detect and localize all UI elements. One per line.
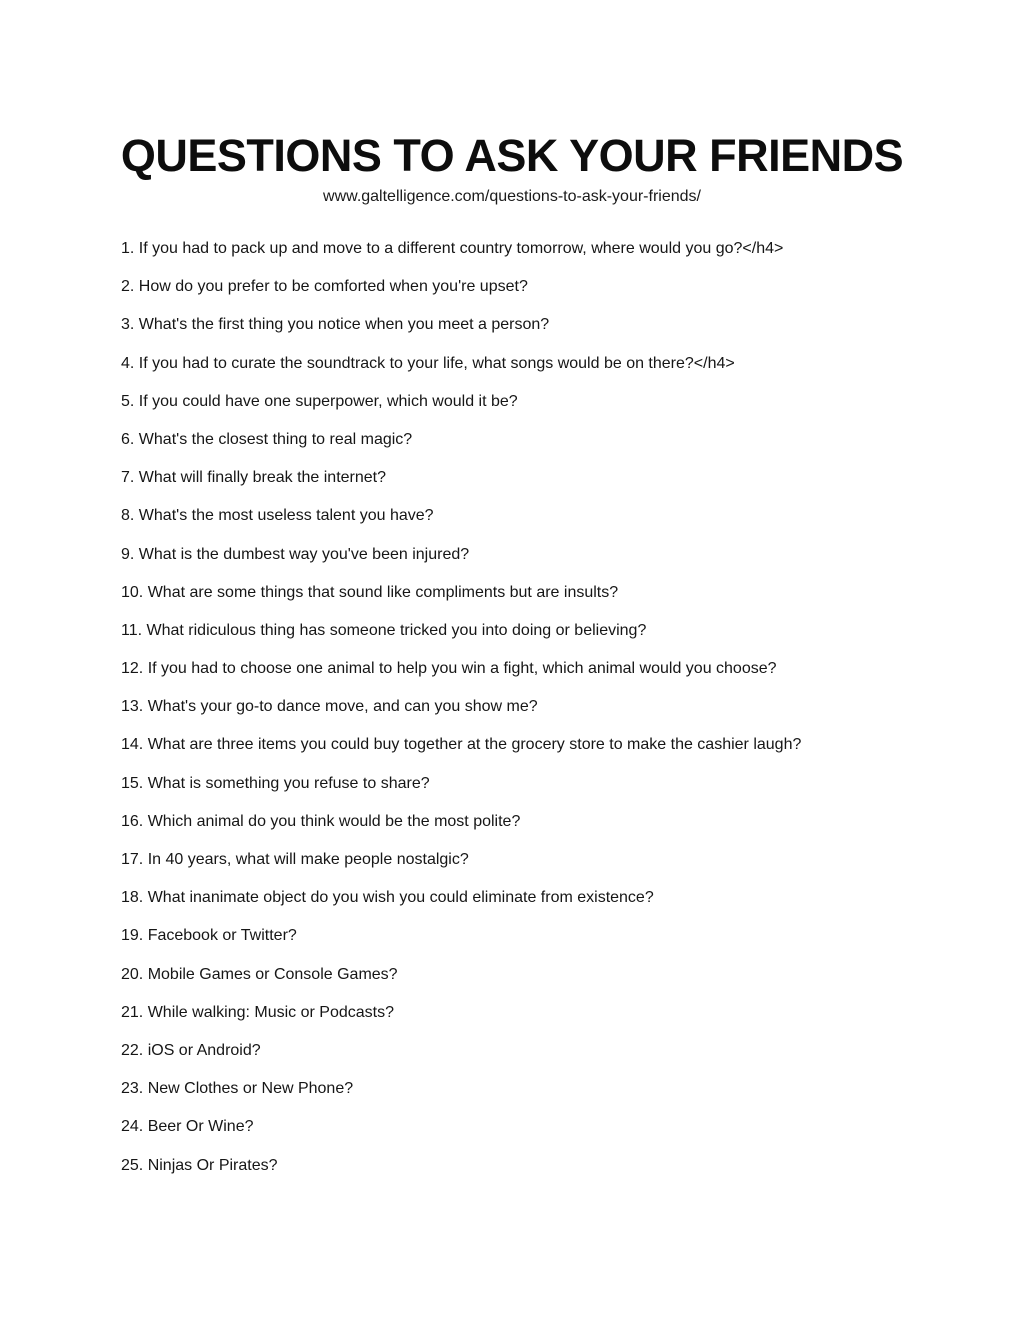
question-item: 22. iOS or Android? bbox=[121, 1041, 261, 1059]
question-item: 11. What ridiculous thing has someone tricked you into doing or believing? bbox=[121, 621, 647, 639]
question-item: 3. What's the first thing you notice when you meet a person? bbox=[121, 316, 550, 334]
question-item: 1. If you had to pack up and move to a different country tomorrow, where would you go?</h4> bbox=[121, 240, 784, 257]
question-item: 14. What are three items you could buy together at the grocery store to make the cashier laugh? bbox=[121, 736, 802, 754]
question-item: 24. Beer Or Wine? bbox=[121, 1118, 254, 1136]
question-item: 8. What's the most useless talent you have? bbox=[121, 507, 434, 525]
source-url: www.galtelligence.com/questions-to-ask-your-friends/ bbox=[323, 188, 701, 205]
question-item: 10. What are some things that sound like compliments but are insults? bbox=[121, 583, 619, 601]
question-item: 19. Facebook or Twitter? bbox=[121, 927, 297, 945]
question-list bbox=[121, 238, 981, 1193]
question-item: 4. If you had to curate the soundtrack to your life, what songs would be on there?</h4> bbox=[121, 354, 735, 372]
question-item: 17. In 40 years, what will make people nostalgic? bbox=[121, 851, 469, 868]
page-title: QUESTIONS TO ASK YOUR FRIENDS bbox=[120, 130, 904, 181]
question-item: 7. What will finally break the internet? bbox=[121, 469, 387, 487]
question-item: 5. If you could have one superpower, which would it be? bbox=[121, 392, 518, 410]
question-item: 25. Ninjas Or Pirates? bbox=[121, 1156, 278, 1174]
question-item: 12. If you had to choose one animal to help you win a fight, which animal would you choose? bbox=[121, 660, 777, 678]
question-item: 21. While walking: Music or Podcasts? bbox=[121, 1003, 394, 1021]
question-item: 9. What is the dumbest way you've been injured? bbox=[121, 545, 470, 563]
question-item: 13. What's your go-to dance move, and can you show me? bbox=[121, 698, 538, 716]
question-item: 2. How do you prefer to be comforted when you're upset? bbox=[121, 278, 528, 296]
question-item: 6. What's the closest thing to real magic? bbox=[121, 430, 413, 448]
question-item: 15. What is something you refuse to share? bbox=[121, 774, 430, 792]
question-item: 18. What inanimate object do you wish you could eliminate from existence? bbox=[121, 889, 654, 907]
question-item: 16. Which animal do you think would be the most polite? bbox=[121, 812, 521, 830]
question-item: 20. Mobile Games or Console Games? bbox=[121, 965, 398, 983]
question-item: 23. New Clothes or New Phone? bbox=[121, 1080, 354, 1098]
